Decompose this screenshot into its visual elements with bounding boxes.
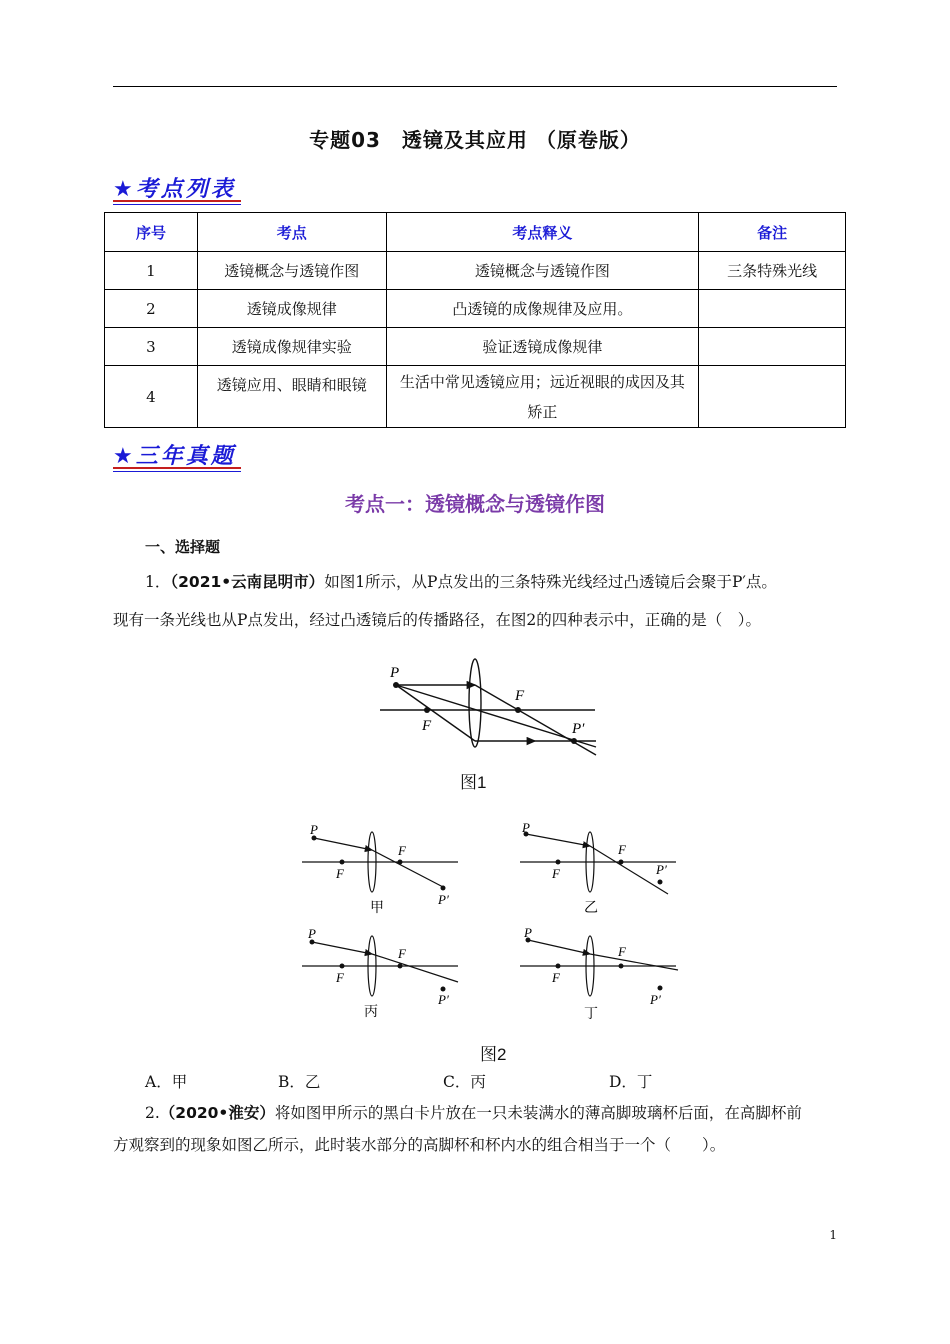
ray-center [396, 685, 596, 747]
question-text: 将如图甲所示的黑白卡片放在一只未装满水的薄高脚玻璃杯后面，在高脚杯前 [274, 1104, 802, 1122]
svg-text:P: P [310, 822, 318, 837]
ray-focus [396, 685, 475, 741]
point-F-right [515, 707, 521, 713]
table-cell: 1 [105, 252, 198, 290]
table-cell: 4 [105, 366, 198, 428]
point-P [393, 682, 399, 688]
label-P: P [390, 665, 400, 681]
table-cell [699, 328, 846, 366]
kaodian-table [104, 212, 846, 428]
option-c: C．丙 [443, 1073, 486, 1091]
svg-text:P: P [524, 925, 532, 940]
svg-text:F: F [398, 946, 406, 961]
question-1-line-1 [145, 567, 845, 597]
table-cell: 透镜成像规律 [197, 290, 386, 328]
svg-text:F: F [336, 866, 344, 881]
convex-lens [469, 659, 481, 747]
svg-text:F: F [398, 843, 406, 858]
svg-text:F: F [618, 944, 626, 959]
figure-2-caption: 图2 [480, 1045, 507, 1064]
option-d: D．丁 [609, 1073, 653, 1091]
label-F: F [422, 718, 432, 734]
question-source: （2020•淮安） [159, 1104, 275, 1122]
heading-underline-blue [113, 471, 241, 472]
label-F: F [515, 688, 525, 704]
svg-text:P′: P′ [438, 892, 449, 907]
question-2-line-2: 方观察到的现象如图乙所示，此时装水部分的高脚杯和杯内水的组合相当于一个（ ）。 [113, 1136, 726, 1154]
kaodian-one-title: 考点一：透镜概念与透镜作图 [345, 492, 605, 516]
svg-text:F: F [336, 970, 344, 985]
sub-label: 甲 [370, 901, 384, 916]
diagram-ding [520, 925, 678, 1022]
figure-1-caption: 图1 [460, 773, 487, 792]
question-number: 2. [145, 1104, 160, 1122]
table-header-cell: 考点释义 [386, 213, 699, 252]
heading-underline-red [113, 467, 241, 469]
question-number: 1． [145, 573, 171, 591]
question-source: （2021•云南昆明市） [170, 573, 325, 591]
table-header-cell: 考点 [197, 213, 386, 252]
table-cell [699, 290, 846, 328]
table-header-row [105, 213, 846, 252]
question-text: 如图1所示，从P点发出的三条特殊光线经过凸透镜后会聚于P′点。 [324, 573, 777, 591]
svg-text:P′: P′ [656, 862, 667, 877]
ray-parallel-refracted [475, 685, 596, 755]
point-F-left [424, 707, 430, 713]
option-a: A．甲 [145, 1073, 188, 1091]
option-b: B．乙 [278, 1073, 321, 1091]
diagram-jia [302, 822, 458, 916]
sub-label: 丙 [364, 1005, 378, 1020]
table-cell [699, 366, 846, 428]
question-2-line-1 [145, 1098, 845, 1128]
table-cell: 3 [105, 328, 198, 366]
part-heading: 一、选择题 [145, 538, 221, 556]
table-cell: 透镜应用、眼睛和眼镜 [197, 366, 386, 428]
table-row [105, 328, 846, 366]
document-title: 专题03 透镜及其应用 （原卷版） [309, 128, 641, 152]
table-cell: 透镜成像规律实验 [197, 328, 386, 366]
table-cell: 凸透镜的成像规律及应用。 [386, 290, 699, 328]
table-row [105, 366, 846, 428]
table-cell: 生活中常见透镜应用；远近视眼的成因及其矫正 [386, 366, 699, 428]
svg-text:F: F [552, 866, 560, 881]
table-cell: 透镜概念与透镜作图 [386, 252, 699, 290]
diagram-yi [520, 822, 676, 916]
table-cell: 2 [105, 290, 198, 328]
sub-label: 乙 [584, 901, 598, 916]
table-header-cell: 序号 [105, 213, 198, 252]
section-heading-three-years: ★三年真题 [113, 444, 236, 469]
heading-underline-red [113, 200, 241, 202]
section-heading-kaodian-list: ★考点列表 [113, 177, 236, 202]
label-P-prime: P′ [572, 721, 585, 737]
figure-2 [300, 822, 690, 1022]
point-P-prime [571, 738, 577, 744]
svg-text:P: P [522, 822, 530, 835]
table-cell: 透镜概念与透镜作图 [197, 252, 386, 290]
table-cell: 验证透镜成像规律 [386, 328, 699, 366]
svg-text:P′: P′ [438, 992, 449, 1007]
sub-label: 丁 [584, 1007, 598, 1022]
table-row [105, 252, 846, 290]
question-1-line-2: 现有一条光线也从P点发出，经过凸透镜后的传播路径，在图2的四种表示中，正确的是（ ）。 [113, 611, 762, 629]
header-rule [113, 86, 837, 87]
svg-text:F: F [552, 970, 560, 985]
svg-text:F: F [618, 842, 626, 857]
heading-underline-blue [113, 204, 241, 205]
table-row [105, 290, 846, 328]
svg-text:P′: P′ [650, 992, 661, 1007]
table-header-cell: 备注 [699, 213, 846, 252]
diagram-bing [302, 926, 458, 1020]
page-number: 1 [829, 1228, 837, 1242]
table-cell: 三条特殊光线 [699, 252, 846, 290]
svg-text:P: P [308, 926, 316, 941]
